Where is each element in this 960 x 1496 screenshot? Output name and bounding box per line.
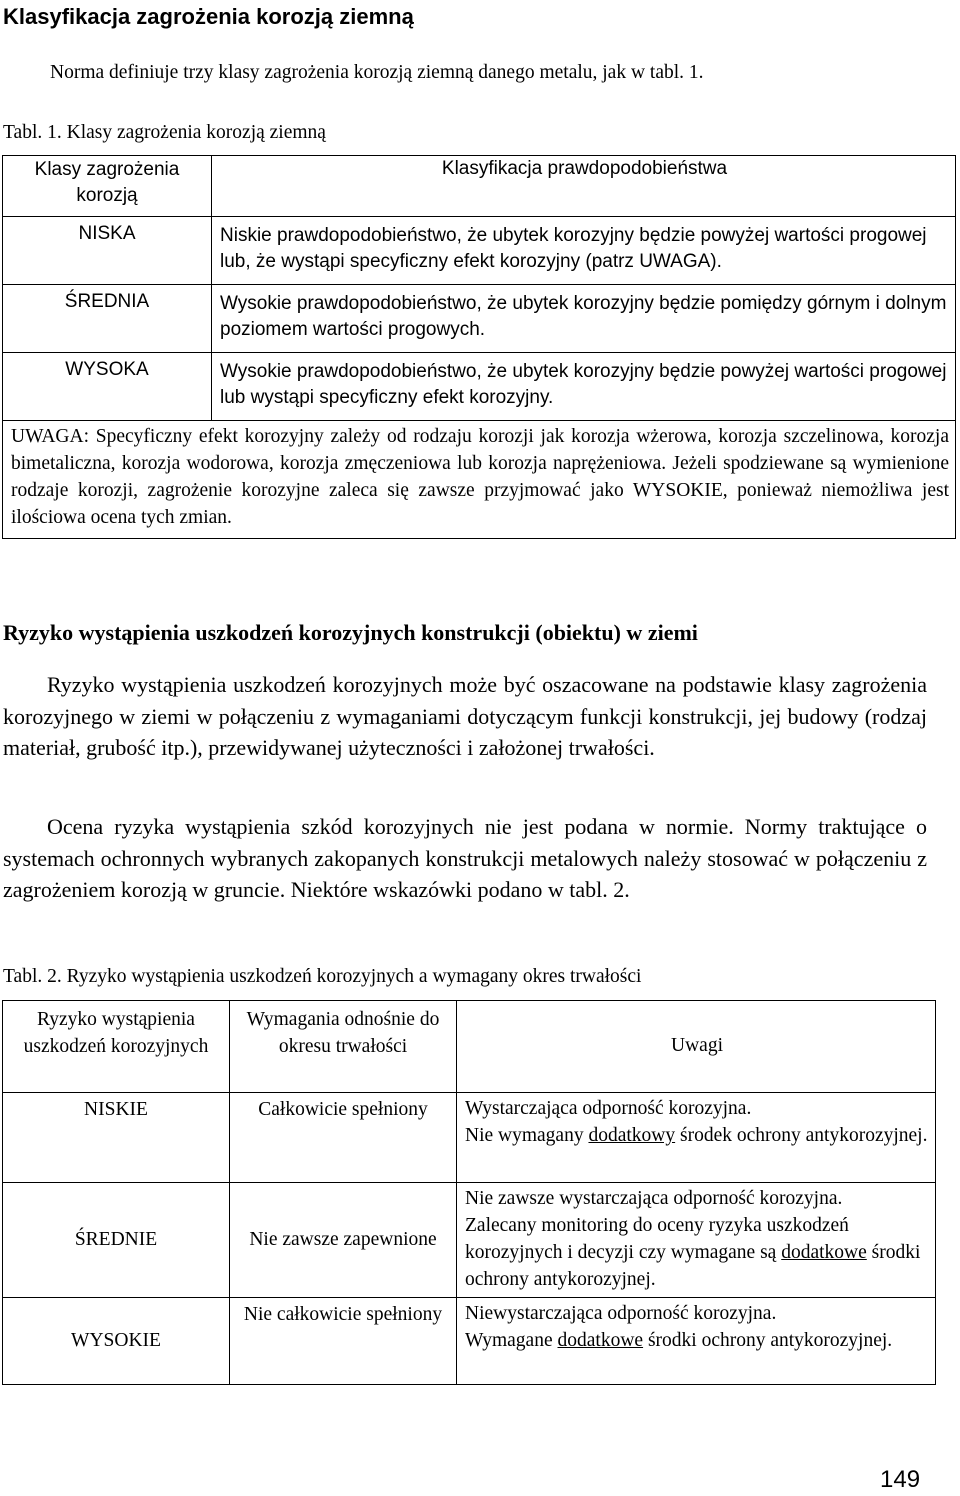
risk-paragraph-1-text: Ryzyko wystąpienia uszkodzeń korozyjnych może być oszacowane na podstawie klasy zagrożenia korozyjnego w ziemi w połączeniu z wymaganiami dotyczącym funkcji konstrukcji, jej budowy (rodzaj materiał, grubość itp.), przewidywanej użyteczności i założonej trwałości. (3, 672, 927, 760)
risk-paragraph-2 (3, 811, 927, 906)
table-row (3, 285, 956, 353)
remark-line: Nie wymagany dodatkowy środek ochrony antykorozyjnej. (465, 1124, 928, 1146)
table2-remarks-cell (457, 1183, 936, 1298)
risk-paragraph-1 (3, 669, 927, 764)
table1-header-class: Klasy zagrożenia korozją (3, 156, 212, 217)
table2-remarks-cell (457, 1093, 936, 1183)
table2-header-risk: Ryzyko wystąpienia uszkodzeń korozyjnych (3, 1001, 230, 1093)
table1-class-cell: NISKA (3, 217, 212, 285)
table-note-row (3, 421, 956, 539)
section-title-risk: Ryzyko wystąpienia uszkodzeń korozyjnych konstrukcji (obiektu) w ziemi (3, 620, 698, 645)
table-header-row (3, 156, 956, 217)
page-number: 149 (880, 1466, 921, 1493)
section-title-classification: Klasyfikacja zagrożenia korozją ziemną (3, 4, 414, 29)
intro-paragraph: Norma definiuje trzy klasy zagrożenia korozją ziemną danego metalu, jak w tabl. 1. (50, 62, 704, 83)
table-risk-durability (2, 1000, 936, 1385)
remark-line: Wymagane dodatkowe środki ochrony antykorozyjnej. (465, 1329, 893, 1351)
table2-header-requirements: Wymagania odnośnie do okresu trwałości (230, 1001, 457, 1093)
table2-requirement-cell: Nie całkowicie spełniony (230, 1298, 457, 1385)
table2-requirement-cell: Nie zawsze zapewnione (230, 1183, 457, 1298)
table1-description-cell: Niskie prawdopodobieństwo, że ubytek korozyjny będzie powyżej wartości progowej lub, że wystąpi specyficzny efekt korozyjny (patrz UWAGA). (212, 217, 956, 285)
table1-note: UWAGA: Specyficzny efekt korozyjny zależy od rodzaju korozji jak korozja wżerowa, korozja szczelinowa, korozja bimetaliczna, korozja wodorowa, korozja zmęczeniowa lub korozja naprężeniowa. Jeżeli spodziewane są wymienione rodzaje korozji, zagrożenie korozyjne zaleca się zawsze przyjmować jako WYSOKIE, ponieważ niemożliwa jest ilościowa ocena tych zmian. (3, 421, 956, 539)
table-threat-classes (2, 155, 956, 539)
table2-risk-cell: WYSOKIE (3, 1298, 230, 1385)
remark-line: Wystarczająca odporność korozyjna. (465, 1098, 752, 1119)
table2-risk-cell: NISKIE (3, 1093, 230, 1183)
table1-header-probability: Klasyfikacja prawdopodobieństwa (212, 156, 956, 217)
table2-requirement-cell: Całkowicie spełniony (230, 1093, 457, 1183)
table2-remarks-cell (457, 1298, 936, 1385)
table1-description-cell: Wysokie prawdopodobieństwo, że ubytek korozyjny będzie pomiędzy górnym i dolnym poziomem wartości progowych. (212, 285, 956, 353)
remark-line: Nie zawsze wystarczająca odporność korozyjna. (465, 1188, 843, 1209)
table2-risk-cell: ŚREDNIE (3, 1183, 230, 1298)
remark-line: Niewystarczająca odporność korozyjna. (465, 1303, 777, 1324)
table1-class-cell: WYSOKA (3, 353, 212, 421)
remark-line: Zalecany monitoring do oceny ryzyka uszkodzeń korozyjnych i decyzji czy wymagane są dodatkowe środki ochrony antykorozyjnej. (465, 1214, 921, 1290)
table-row (3, 1183, 936, 1298)
table-row (3, 1298, 936, 1385)
table-row (3, 217, 956, 285)
table-row (3, 353, 956, 421)
table-row (3, 1093, 936, 1183)
table-header-row (3, 1001, 936, 1093)
risk-paragraph-2-text: Ocena ryzyka wystąpienia szkód korozyjnych nie jest podana w normie. Normy traktujące o systemach ochronnych wybranych zakopanych konstrukcji metalowych należy stosować w połączeniu z zagrożeniem korozją w gruncie. Niektóre wskazówki podano w tabl. 2. (3, 814, 927, 902)
table2-header-remarks: Uwagi (457, 1001, 936, 1093)
table1-caption: Tabl. 1. Klasy zagrożenia korozją ziemną (3, 122, 326, 143)
table1-class-cell: ŚREDNIA (3, 285, 212, 353)
table1-description-cell: Wysokie prawdopodobieństwo, że ubytek korozyjny będzie powyżej wartości progowej lub wystąpi specyficzny efekt korozyjny. (212, 353, 956, 421)
table2-caption: Tabl. 2. Ryzyko wystąpienia uszkodzeń korozyjnych a wymagany okres trwałości (3, 966, 642, 987)
